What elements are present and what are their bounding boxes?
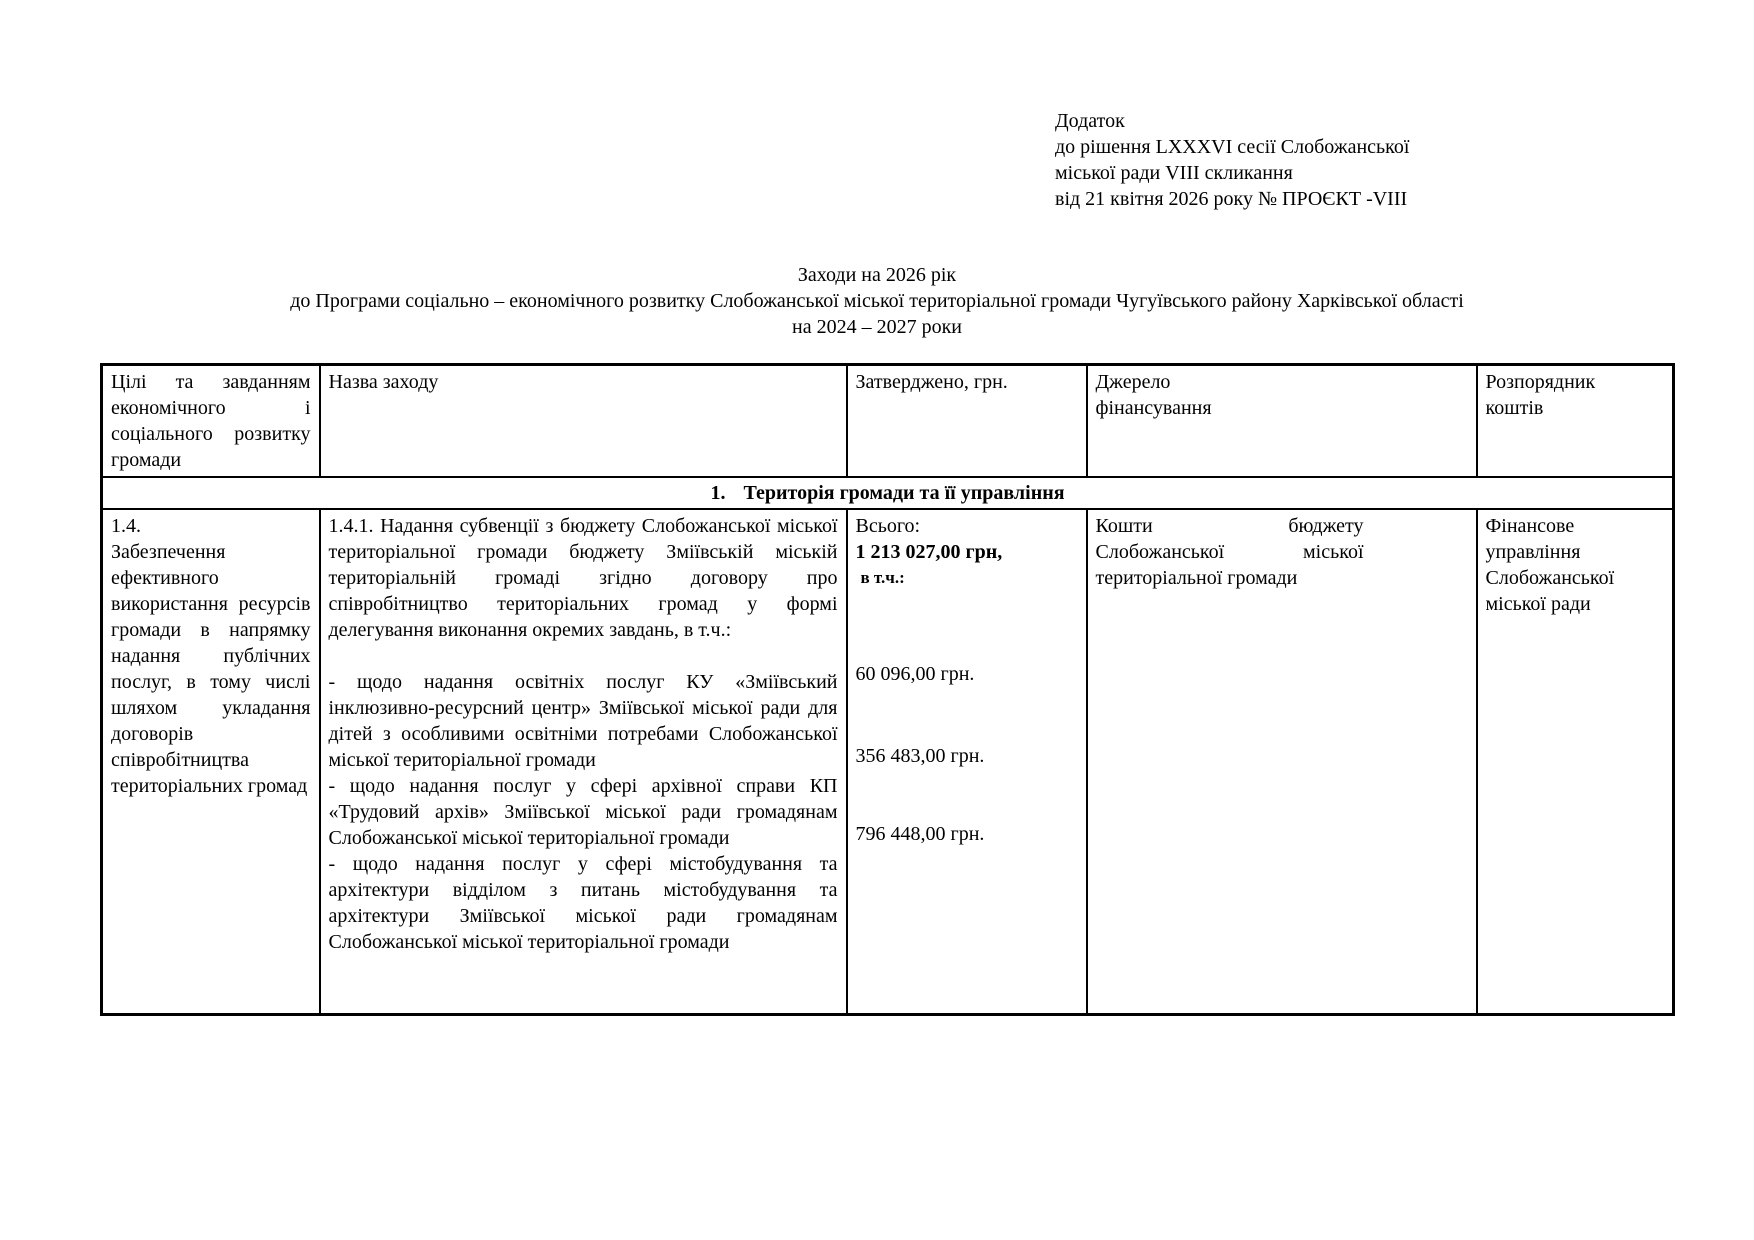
- title-line-3: на 2024 – 2027 роки: [792, 316, 962, 338]
- table-header-row: [102, 365, 1674, 478]
- annex-line-2: до рішення LXXXVI сесії Слобожанської: [1055, 136, 1410, 158]
- funds-manager-text: Фінансове управління Слобожанської міської ради: [1485, 515, 1615, 615]
- measure-item-2: - щодо надання послуг у сфері архівної справи КП «Трудовий архів» Зміївської міської ради громадянам Слобожанської міської територіальної громади: [328, 775, 838, 849]
- section-title: Територія громади та її управління: [743, 482, 1065, 504]
- header-goals: Цілі та завданням економічного і соціального розвитку громади: [102, 365, 320, 478]
- annex-reference-block: [1055, 108, 1485, 212]
- header-funds-manager-text: Розпорядник коштів: [1485, 371, 1596, 419]
- header-measure-name: Назва заходу: [320, 365, 847, 478]
- goal-text: Забезпечення ефективного використання ресурсів громади в напрямку надання публічних послуг, в тому числі шляхом укладання договорів співробітництва територіальних громад: [111, 541, 311, 797]
- measures-table: [100, 363, 1675, 1016]
- annex-line-1: Додаток: [1055, 110, 1125, 132]
- title-line-2: до Програми соціально – економічного розвитку Слобожанської міської територіальної громади Чугуївського району Харківської області: [290, 290, 1464, 312]
- header-funding-source: [1087, 365, 1477, 478]
- approved-amount-2: 356 483,00 грн.: [855, 745, 985, 767]
- measure-intro: 1.4.1. Надання субвенції з бюджету Слобожанської міської територіальної громади бюджету Зміївській міській територіальній громаді згідно договору про співробітництво територіальних громад у формі делегування виконання окремих завдань, в т.ч.:: [328, 515, 838, 641]
- funding-source-cell: [1087, 509, 1477, 1015]
- section-row: [102, 477, 1674, 509]
- annex-line-4: від 21 квітня 2026 року № ПРОЄКТ -VIII: [1055, 188, 1408, 210]
- goal-number: 1.4.: [111, 515, 141, 537]
- measure-item-3: - щодо надання послуг у сфері містобудування та архітектури відділом з питань містобудування та архітектури Зміївської міської ради громадянам Слобожанської міської територіальної громади: [328, 853, 838, 953]
- approved-total-value: 1 213 027,00 грн,: [855, 541, 1003, 563]
- funds-manager-cell: [1477, 509, 1674, 1015]
- measure-item-1: - щодо надання освітніх послуг КУ «Зміївський інклюзивно-ресурсний центр» Зміївської міської ради для дітей з особливими освітніми потребами Слобожанської міської територіальної громади: [328, 671, 838, 771]
- goal-cell: [102, 509, 320, 1015]
- document-title: [60, 262, 1694, 340]
- section-title-cell: [102, 477, 1674, 509]
- approved-cell: [847, 509, 1087, 1015]
- measures-table-container: [100, 363, 1675, 1016]
- funding-source-text: Кошти бюджету Слобожанської міської територіальної громади: [1095, 515, 1364, 589]
- table-data-row: [102, 509, 1674, 1015]
- approved-amount-1: 60 096,00 грн.: [855, 663, 975, 685]
- measure-cell: [320, 509, 847, 1015]
- section-number: 1.: [710, 482, 726, 504]
- header-funding-source-text: Джерело фінансування: [1095, 371, 1212, 419]
- header-approved: Затверджено, грн.: [847, 365, 1087, 478]
- approved-total-label: Всього:: [855, 515, 921, 537]
- header-funds-manager: [1477, 365, 1674, 478]
- approved-amount-3: 796 448,00 грн.: [855, 823, 985, 845]
- annex-line-3: міської ради VIII скликання: [1055, 162, 1293, 184]
- approved-including-label: в т.ч.:: [860, 568, 905, 587]
- title-line-1: Заходи на 2026 рік: [797, 264, 957, 286]
